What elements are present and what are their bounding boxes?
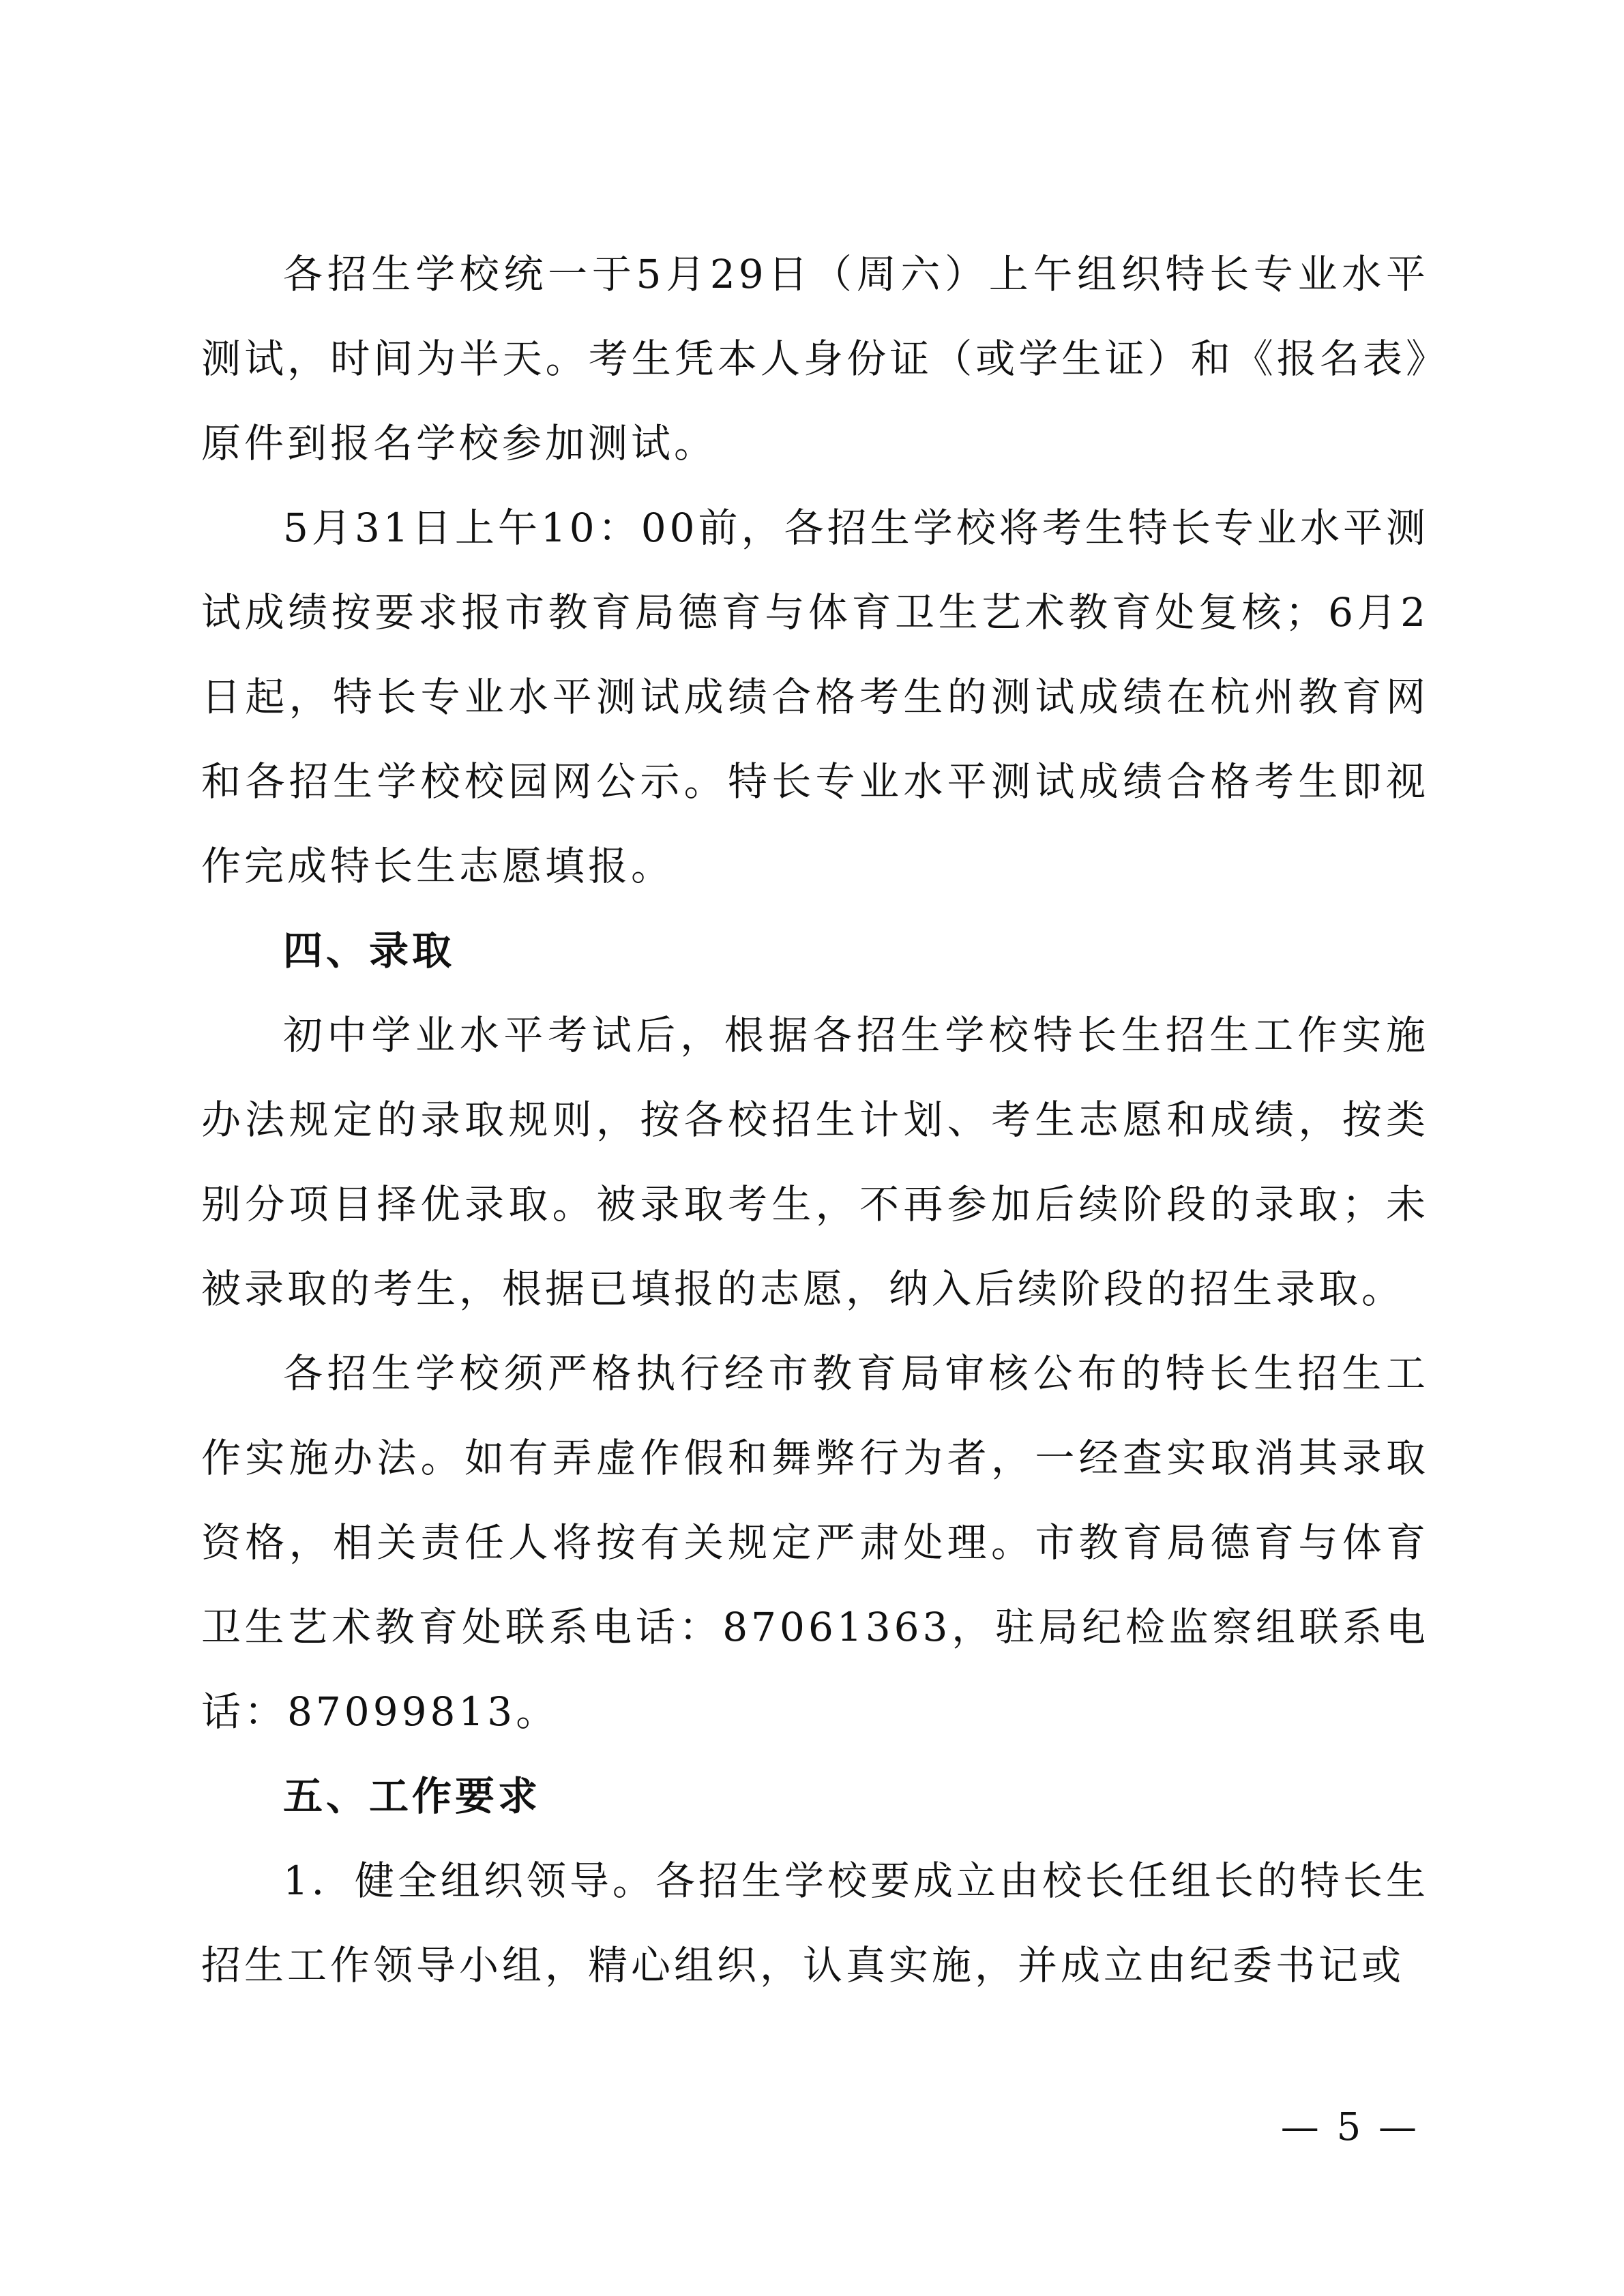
paragraph-admission-rules: 初中学业水平考试后，根据各招生学校特长生招生工作实施办法规定的录取规则，按各校招生计划、考生志愿和成绩，按类别分项目择优录取。被录取考生，不再参加后续阶段的录取；未被录取的考生，根据已填报的志愿，纳入后续阶段的招生录取。 [201, 1012, 1429, 1312]
document-body [201, 232, 1429, 2008]
page-number: — 5 — [1280, 2105, 1419, 2149]
paragraph-organization: 1．健全组织领导。各招生学校要成立由校长任组长的特长生招生工作领导小组，精心组织，认真实施，并成立由纪委书记或 [201, 1858, 1429, 1988]
section-heading-requirements: 五、工作要求 [283, 1773, 542, 1819]
section-heading-admission: 四、录取 [283, 927, 456, 974]
paragraph-score-review: 5月31日上午10：00前，各招生学校将考生特长专业水平测试成绩按要求报市教育局德育与体育卫生艺术教育处复核；6月2日起，特长专业水平测试成绩合格考生的测试成绩在杭州教育网和各招生学校校园网公示。特长专业水平测试成绩合格考生即视作完成特长生志愿填报。 [201, 505, 1429, 889]
paragraph-discipline-contacts: 各招生学校须严格执行经市教育局审核公布的特长生招生工作实施办法。如有弄虚作假和舞弊行为者，一经查实取消其录取资格，相关责任人将按有关规定严肃处理。市教育局德育与体育卫生艺术教育处联系电话：87061363，驻局纪检监察组联系电话：87099813。 [201, 1350, 1429, 1735]
paragraph-test-schedule: 各招生学校统一于5月29日（周六）上午组织特长专业水平测试，时间为半天。考生凭本人身份证（或学生证）和《报名表》原件到报名学校参加测试。 [201, 251, 1429, 466]
